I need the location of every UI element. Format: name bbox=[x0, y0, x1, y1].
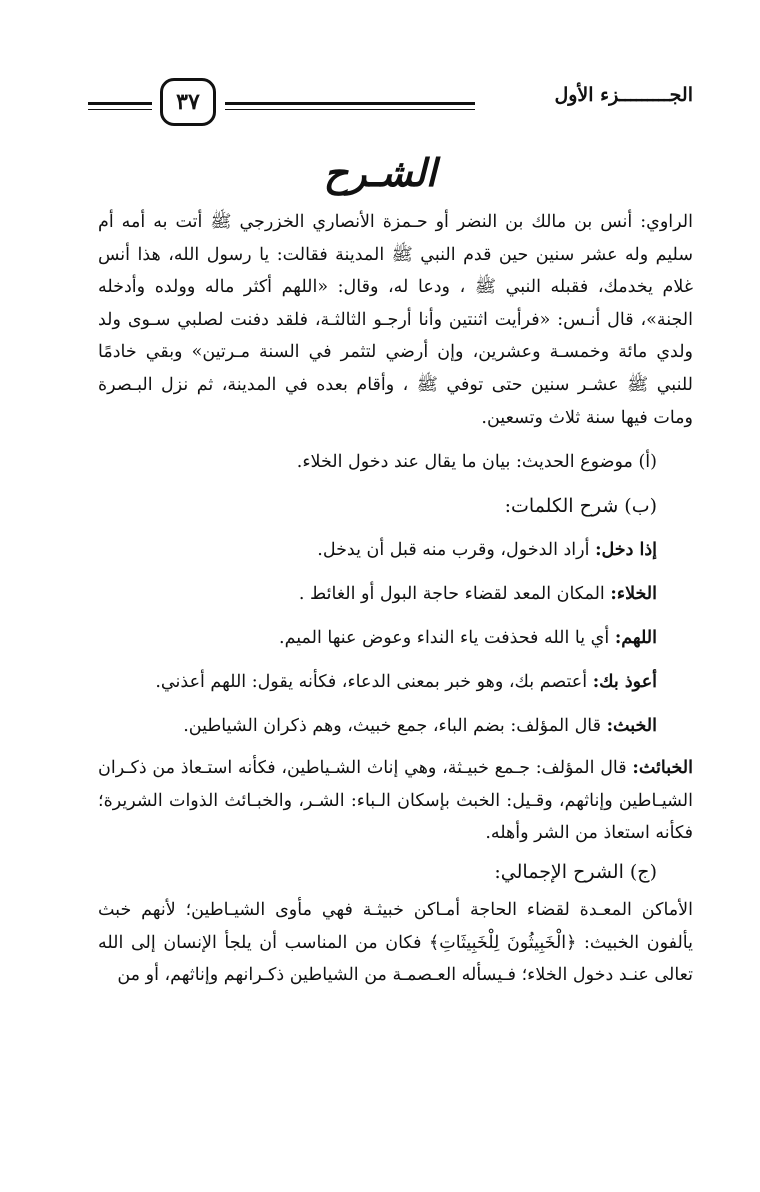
summary-paragraph: الأماكن المعـدة لقضاء الحاجة أمـاكن خبيثـة فهي مأوى الشيـاطين؛ لأنهم خبث يألفون الخبيث: ﴿الْخَبِيثُونَ لِلْخَبِيثَاتِ﴾ فكان من المناسب أن يلجأ الإنسان إلى الله تعالى عنـد دخول الخلاء؛ فـيسأله العـصمـة من الشياطين ذكـرانهم وإناثهم، أو من bbox=[98, 899, 693, 986]
page-number-badge: ٣٧ bbox=[160, 78, 216, 126]
header-rule-right bbox=[225, 102, 475, 105]
topic-label: (أ) موضوع الحديث: bbox=[515, 452, 657, 473]
definition-term: إذا دخل: bbox=[595, 540, 657, 561]
definition-item bbox=[98, 704, 693, 748]
topic-text: بيان ما يقال عند دخول الخلاء. bbox=[296, 452, 511, 473]
definition-text: المكان المعد لقضاء حاجة البول أو الغائط . bbox=[298, 584, 605, 605]
section-title: الشـرح bbox=[323, 150, 437, 195]
header-rule-right-thin bbox=[225, 109, 475, 110]
page-header bbox=[88, 78, 693, 134]
definition-term: أعوذ بك: bbox=[592, 672, 657, 693]
definition-item bbox=[98, 572, 693, 616]
definition-item bbox=[98, 616, 693, 660]
topic-line bbox=[98, 440, 693, 484]
khabaith-text: قال المؤلف: جـمع خبيـثة، وهي إناث الشـياطين، فكأنه استـعاذ من ذكـران الشيـاطين وإناثهم، وقـيل: الخبث بإسكان الـباء: الشـر، والخبـائث الذوات الشريرة؛ فكأنه استعاذ من الشر وأهله. bbox=[98, 758, 693, 844]
definition-text: أراد الدخول، وقرب منه قبل أن يدخل. bbox=[317, 540, 590, 561]
definition-item bbox=[98, 660, 693, 704]
chapter-title: الجـــــــــزء الأول bbox=[554, 84, 693, 106]
page-body bbox=[98, 206, 693, 992]
definition-term: الخلاء: bbox=[610, 584, 657, 605]
definition-item bbox=[98, 528, 693, 572]
words-heading: (ب) شرح الكلمات: bbox=[504, 495, 657, 518]
definition-text: أعتصم بك، وهو خبر بمعنى الدعاء، فكأنه يقول: اللهم أعذني. bbox=[155, 672, 588, 693]
header-rule-left-thin bbox=[88, 109, 152, 110]
narrator-paragraph: الراوي: أنس بن مالك بن النضر أو حـمزة الأنصاري الخزرجي ﷺ أتت به أمه أم سليم وله عشر سنين حين قدم النبي ﷺ المدينة فقالت: يا رسول الله، هذا أنس غلام يخدمك، فقبله النبي ﷺ ، ودعا له، وقال: «اللهم أكثر ماله وولده وأدخله الجنة»، قال أنـس: «فرأيت اثنتين وأنا أرجـو الثالثـة، فلقد دفنت لصلبي سـوى ولد ولدي مائة وخمسـة وعشرين، وإن أرضي لتثمر في السنة مـرتين» وبقي خادمًا للنبي ﷺ عشـر سنين حتى توفي ﷺ ، وأقام بعده في المدينة، ثم نزل البـصرة ومات فيها سنة ثلاث وتسعين. bbox=[98, 212, 693, 428]
definition-text: قال المؤلف: بضم الباء، جمع خبيث، وهم ذكران الشياطين. bbox=[183, 716, 601, 737]
definition-term: الخبث: bbox=[606, 716, 657, 737]
definition-term: اللهم: bbox=[614, 628, 657, 649]
definition-text: أي يا الله فحذفت ياء النداء وعوض عنها الميم. bbox=[279, 628, 610, 649]
khabaith-term: الخبائث: bbox=[632, 758, 693, 779]
header-rule-left bbox=[88, 102, 152, 105]
summary-heading: (ج) الشرح الإجمالي: bbox=[494, 860, 657, 883]
khabaith-paragraph bbox=[98, 752, 693, 850]
